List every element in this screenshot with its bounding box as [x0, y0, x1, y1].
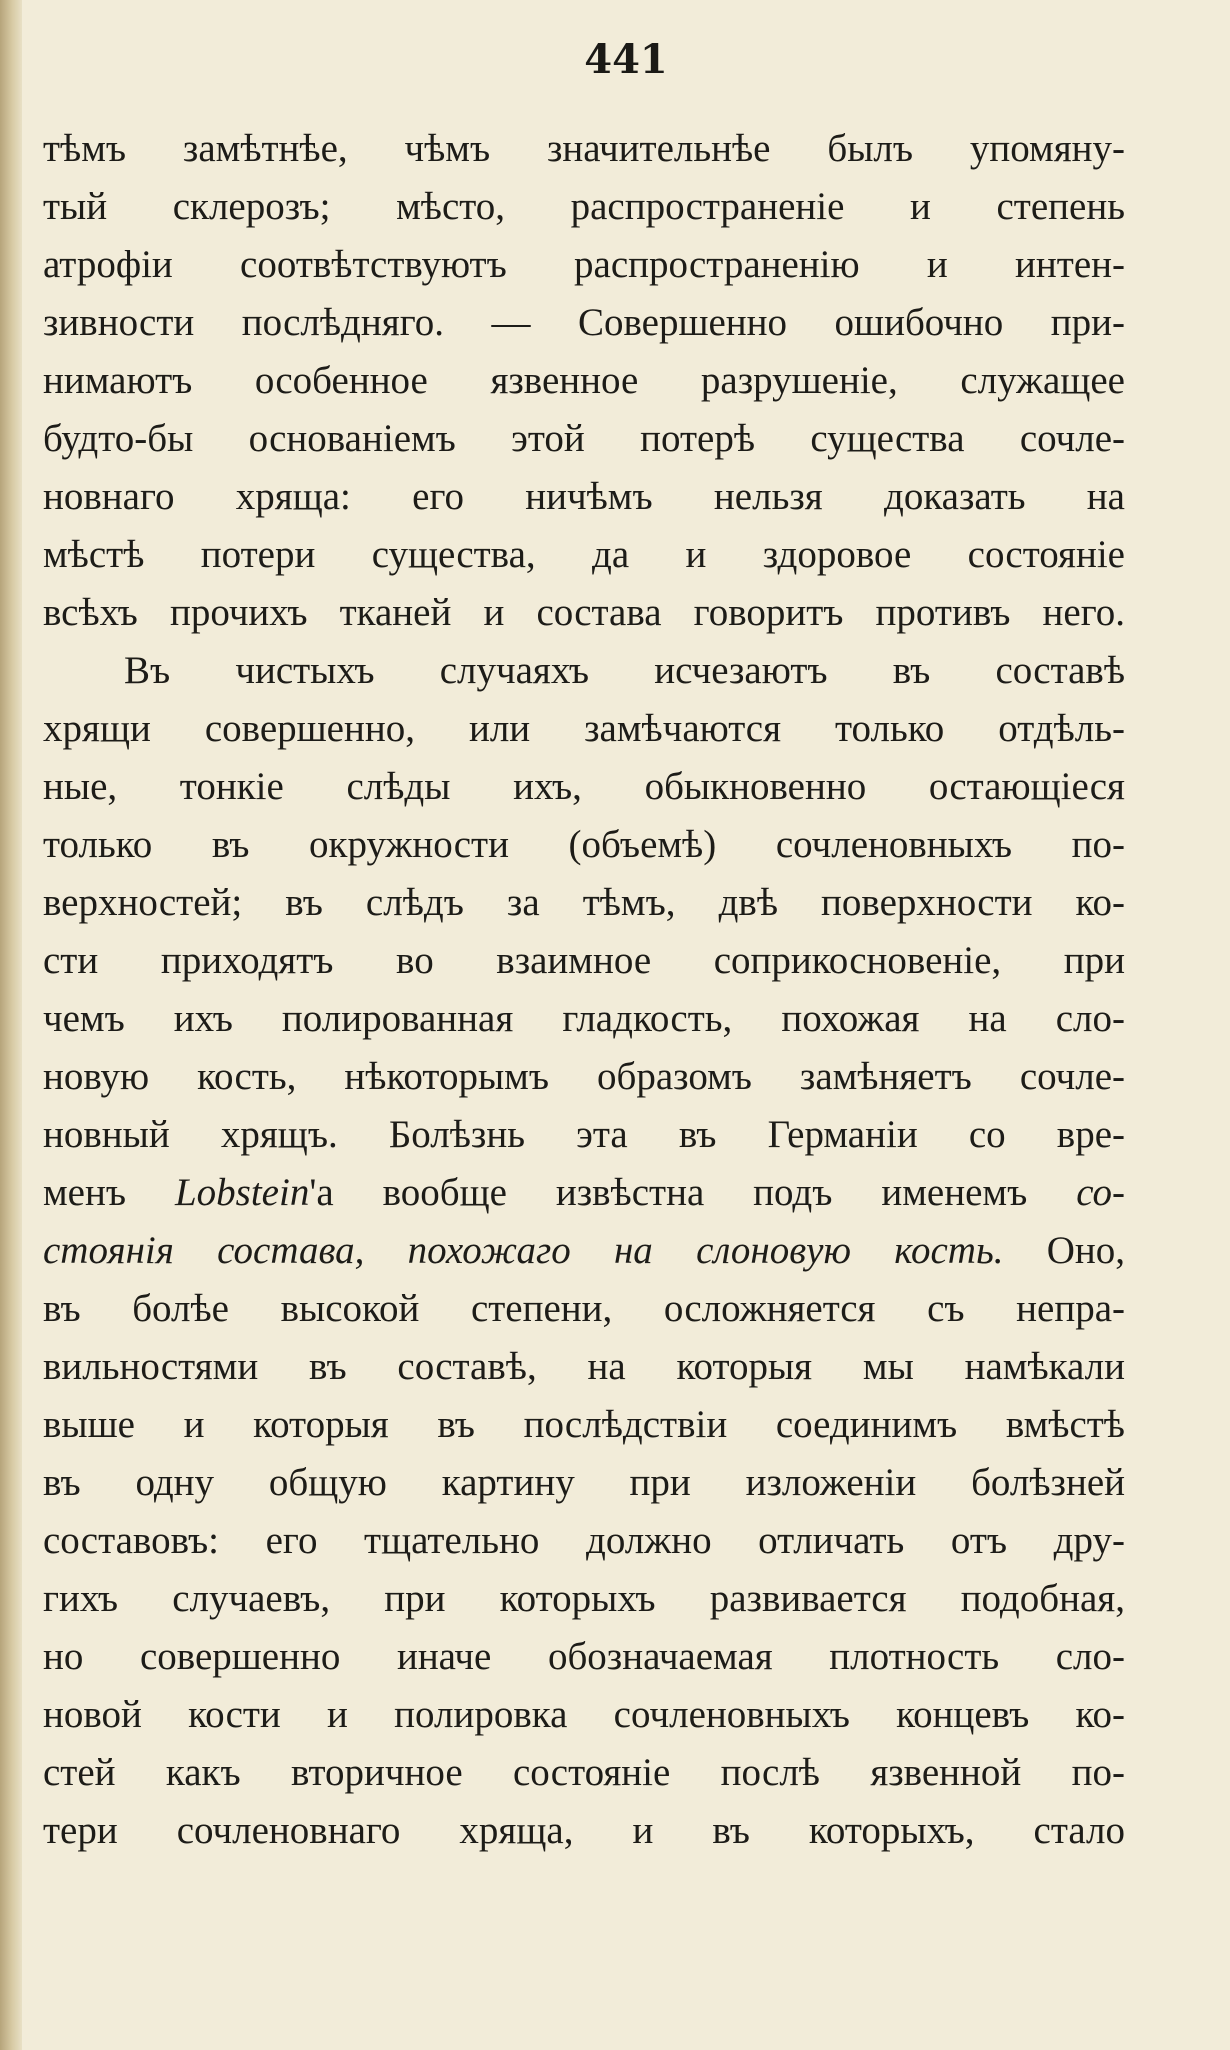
text-fragment: менъ	[43, 1171, 175, 1214]
italic-term: стоянія состава, похожаго на слоновую кость.	[43, 1229, 1004, 1272]
text-line: сти приходятъ во взаимное соприкосновеніе, при	[43, 939, 1125, 982]
text-line: гихъ случаевъ, при которыхъ развивается подобная,	[43, 1577, 1125, 1620]
text-fragment: 'а вообще извѣстна подъ именемъ	[309, 1171, 1077, 1214]
text-line: всѣхъ прочихъ тканей и состава говоритъ противъ него.	[43, 591, 1125, 634]
text-line: новой кости и полировка сочленовныхъ концевъ ко-	[43, 1693, 1125, 1736]
text-line: тери сочленовнаго хряща, и въ которыхъ, стало	[43, 1809, 1125, 1852]
text-line: новую кость, нѣкоторымъ образомъ замѣняетъ сочле-	[43, 1055, 1125, 1098]
text-line: атрофіи соотвѣтствуютъ распространенію и интен-	[43, 243, 1125, 286]
book-spine-edge	[0, 0, 22, 2050]
text-line: будто-бы основаніемъ этой потерѣ существа сочле-	[43, 417, 1125, 460]
text-line: вильностями въ составѣ, на которыя мы намѣкали	[43, 1345, 1125, 1388]
text-line: тый склерозъ; мѣсто, распространеніе и степень	[43, 185, 1125, 228]
text-line: но совершенно иначе обозначаемая плотность сло-	[43, 1635, 1125, 1678]
text-line: нимаютъ особенное язвенное разрушеніе, служащее	[43, 359, 1125, 402]
text-line: мѣстѣ потери существа, да и здоровое состояніе	[43, 533, 1125, 576]
text-line: тѣмъ замѣтнѣе, чѣмъ значительнѣе былъ упомяну-	[43, 127, 1125, 170]
body-text	[43, 120, 1125, 1860]
text-line: новный хрящъ. Болѣзнь эта въ Германіи со вре-	[43, 1113, 1125, 1156]
text-line: зивности послѣдняго. — Совершенно ошибочно при-	[43, 301, 1125, 344]
text-line: составовъ: его тщательно должно отличать отъ дру-	[43, 1519, 1125, 1562]
text-line: чемъ ихъ полированная гладкость, похожая на сло-	[43, 997, 1125, 1040]
text-line: въ болѣе высокой степени, осложняется съ непра-	[43, 1287, 1125, 1330]
text-fragment: Оно,	[1003, 1229, 1126, 1272]
text-line: только въ окружности (объемѣ) сочленовныхъ по-	[43, 823, 1125, 866]
text-line-mixed	[43, 1164, 1125, 1222]
text-line: новнаго хряща: его ничѣмъ нельзя доказать на	[43, 475, 1125, 518]
text-line: въ одну общую картину при изложеніи болѣзней	[43, 1461, 1125, 1504]
author-name: Lobstein	[174, 1171, 310, 1214]
page-number: 441	[584, 36, 668, 83]
book-page	[22, 0, 1230, 2050]
text-line: ные, тонкіе слѣды ихъ, обыкновенно остающіеся	[43, 765, 1125, 808]
paragraph-first-line: Въ чистыхъ случаяхъ исчезаютъ въ составѣ	[124, 649, 1125, 692]
text-line: выше и которыя въ послѣдствіи соединимъ вмѣстѣ	[43, 1403, 1125, 1446]
text-line: хрящи совершенно, или замѣчаются только отдѣль-	[43, 707, 1125, 750]
italic-term: со-	[1076, 1171, 1126, 1214]
text-line-mixed	[43, 1222, 1125, 1280]
text-line: верхностей; въ слѣдъ за тѣмъ, двѣ поверхности ко-	[43, 881, 1125, 924]
text-line: стей какъ вторичное состояніе послѣ язвенной по-	[43, 1751, 1125, 1794]
